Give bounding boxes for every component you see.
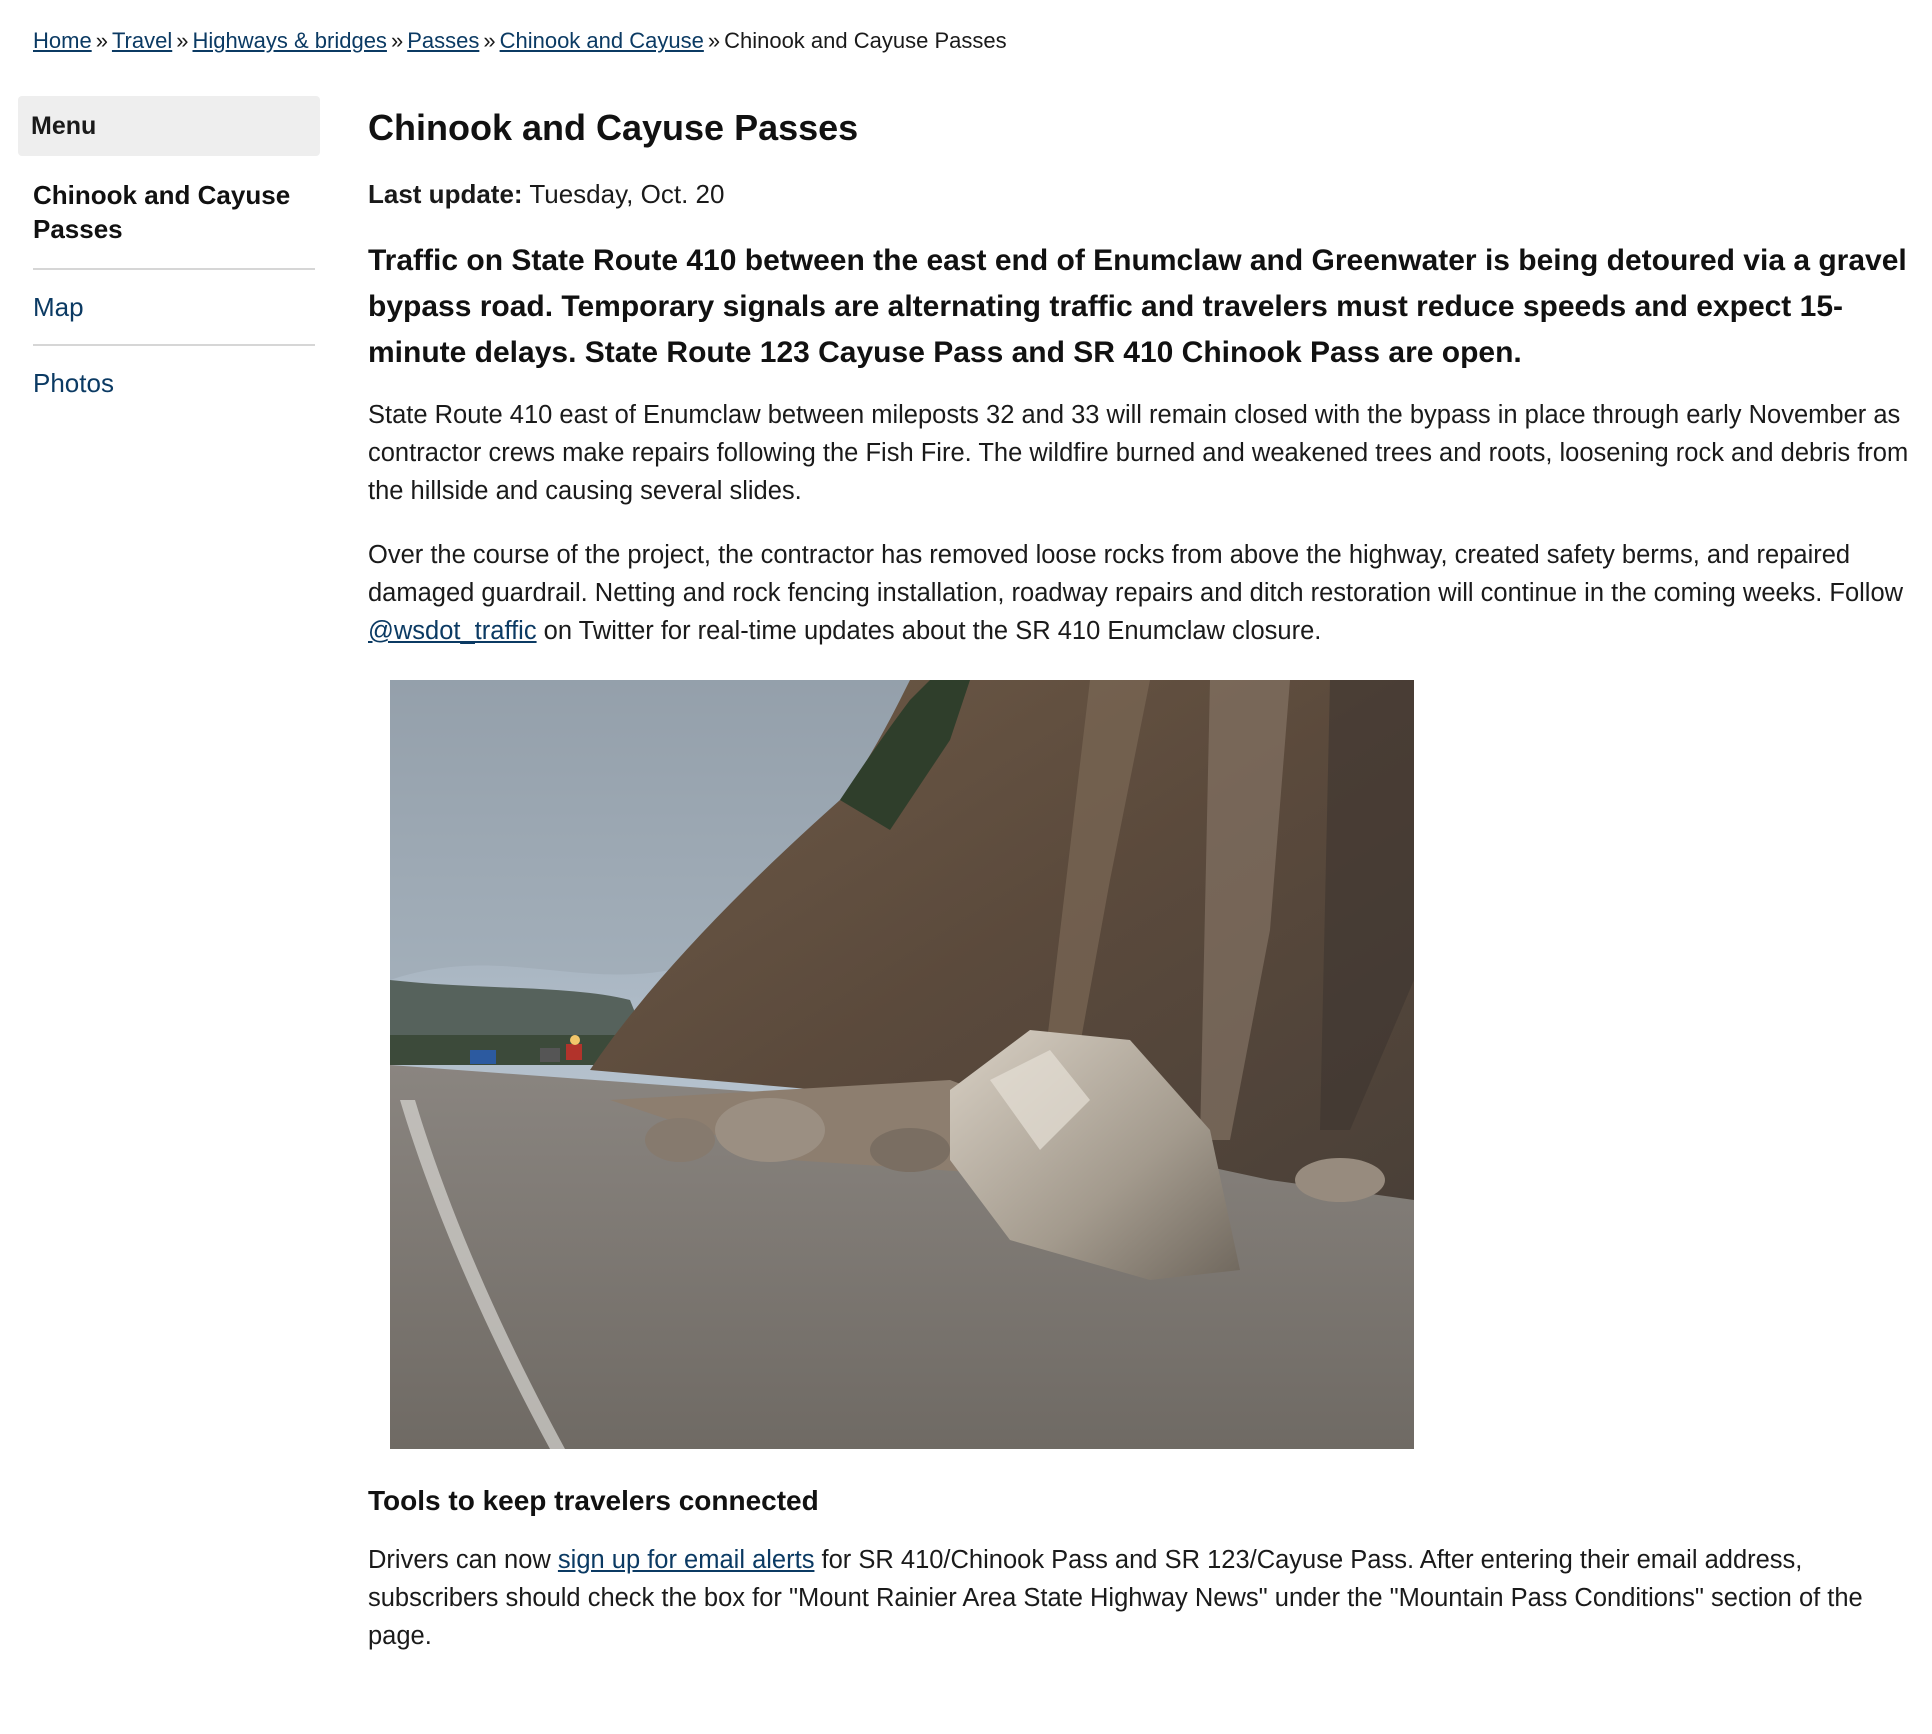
body-paragraph-2 bbox=[368, 536, 1913, 650]
breadcrumb-link-travel[interactable]: Travel bbox=[111, 28, 173, 53]
breadcrumb-separator: » bbox=[390, 28, 404, 53]
sidebar bbox=[18, 96, 320, 420]
breadcrumb-link-highways-bridges[interactable]: Highways & bridges bbox=[192, 28, 387, 53]
sidebar-item-map bbox=[33, 270, 315, 346]
sidebar-item-chinook-cayuse-passes: Chinook and Cayuse Passes bbox=[33, 156, 315, 270]
page-title: Chinook and Cayuse Passes bbox=[368, 107, 859, 148]
breadcrumb-separator: » bbox=[707, 28, 721, 53]
breadcrumb-separator: » bbox=[95, 28, 108, 53]
body-paragraph-3 bbox=[368, 1541, 1913, 1655]
breadcrumb-current: Chinook and Cayuse Passes bbox=[724, 28, 1007, 53]
section-title-tools: Tools to keep travelers connected bbox=[368, 1485, 819, 1516]
paragraph-text: for SR 410/Chinook Pass and SR 123/Cayuse Pass. After entering their email address, subscribers should check the box for "Mount Rainier Area State Highway News" under the "Mountain Pass Conditions" section of the page. bbox=[368, 1546, 1863, 1650]
main-content bbox=[368, 100, 1913, 1655]
breadcrumb-separator: » bbox=[483, 28, 496, 53]
body-paragraph-1: State Route 410 east of Enumclaw between mileposts 32 and 33 will remain closed with the bypass in place through early November as contractor crews make repairs following the Fish Fire. The wildfire burned and weakened trees and roots, loosening rock and debris from the hillside and causing several slides. bbox=[368, 401, 1909, 505]
breadcrumb-link-home[interactable]: Home bbox=[33, 28, 92, 53]
breadcrumb-link-chinook-cayuse[interactable]: Chinook and Cayuse bbox=[499, 28, 704, 53]
paragraph-text: Drivers can now bbox=[368, 1546, 558, 1574]
paragraph-text: on Twitter for real-time updates about the SR 410 Enumclaw closure. bbox=[536, 617, 1322, 645]
last-update-value: Tuesday, Oct. 20 bbox=[529, 179, 725, 209]
twitter-link[interactable]: @wsdot_traffic bbox=[368, 617, 537, 645]
breadcrumb bbox=[33, 26, 1007, 56]
menu-header[interactable]: Menu bbox=[18, 96, 320, 156]
sidebar-link-photos[interactable]: Photos bbox=[33, 368, 114, 398]
paragraph-text: Over the course of the project, the contractor has removed loose rocks from above the highway, created safety berms, and repaired damaged guardrail. Netting and rock fencing installation, roadway repairs and ditch restoration will continue in the coming weeks. Follow bbox=[368, 541, 1904, 607]
last-update-label: Last update: bbox=[368, 179, 523, 209]
breadcrumb-link-passes[interactable]: Passes bbox=[407, 28, 480, 53]
sidebar-item-photos bbox=[33, 346, 315, 420]
sidebar-nav bbox=[18, 156, 315, 420]
last-update bbox=[368, 176, 1913, 212]
sidebar-link-map[interactable]: Map bbox=[33, 292, 84, 322]
email-alerts-link[interactable]: sign up for email alerts bbox=[557, 1546, 815, 1574]
lead-paragraph: Traffic on State Route 410 between the east end of Enumclaw and Greenwater is being detoured via a gravel bypass road. Temporary signals are alternating traffic and travelers must reduce speeds and expect 15-minute delays. State Route 123 Cayuse Pass and SR 410 Chinook Pass are open. bbox=[368, 244, 1907, 369]
rockslide-photo bbox=[390, 680, 1414, 1449]
breadcrumb-separator: » bbox=[176, 28, 189, 53]
